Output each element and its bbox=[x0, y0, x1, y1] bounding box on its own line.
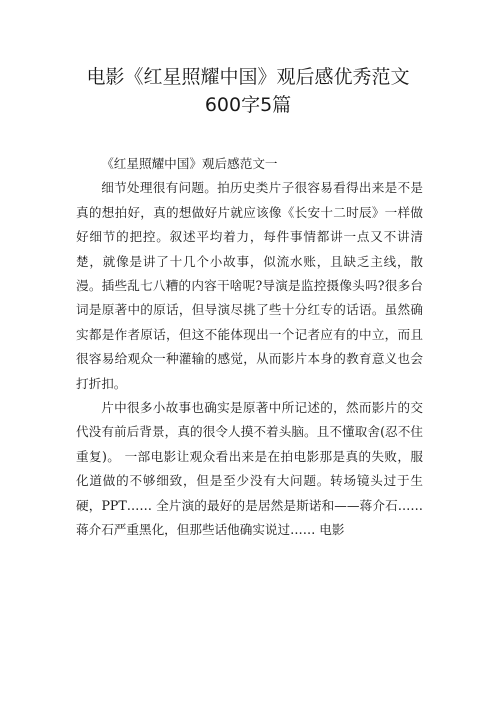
body-paragraph-2: 片中很多小故事也确实是原著中所记述的，然而影片的交代没有前后背景，真的很令人摸不着头脑。且不懂取舍(忍不住重复)。 一部电影让观众看出来是在拍电影那是真的失败，服化道做的不够细致，但是至少没有大问题。转场镜头过于生硬，PPT…… 全片演的最好的是居然是斯诺和——蒋介石……蒋介石严重黑化，但那些话他确实说过…… 电影 bbox=[76, 400, 423, 538]
document-title-line-2: 600字5篇 bbox=[204, 94, 292, 116]
document-body bbox=[76, 152, 423, 543]
section-heading: 《红星照耀中国》观后感范文一 bbox=[101, 156, 278, 171]
body-paragraph-1: 细节处理很有问题。拍历史类片子很容易看得出来是不是真的想拍好，真的想做好片就应该像《长安十二时辰》一样做好细节的把控。叙述平均着力，每件事情都讲一点又不讲清楚，就像是讲了十几个小故事，似流水账，且缺乏主线，散漫。插些乱七八糟的内容干啥呢?导演是监控摄像头吗?很多台词是原著中的原话，但导演尽挑了些十分红专的话语。虽然确实都是作者原话，但这不能体现出一个记者应有的中立，而且很容易给观众一种灌输的感觉，从而影片本身的教育意义也会打折扣。 bbox=[76, 180, 423, 391]
document-title-line-1: 电影《红星照耀中国》观后感优秀范文 bbox=[86, 66, 410, 88]
